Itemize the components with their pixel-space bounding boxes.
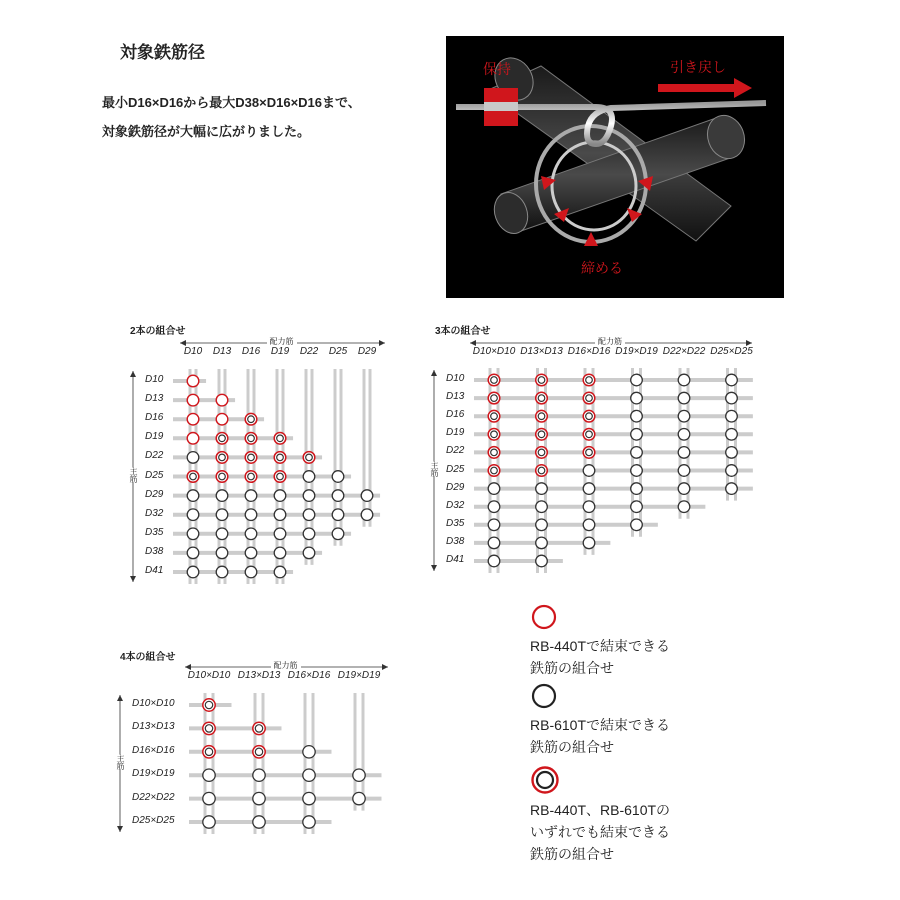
row-label: D10×D10 <box>132 698 175 709</box>
row-label: D10 <box>145 374 164 385</box>
column-axis-label: 配力筋 <box>267 336 297 347</box>
row-label: D16×D16 <box>132 744 175 756</box>
combination-mark <box>203 722 215 734</box>
column-label: D13×D13 <box>520 346 563 357</box>
row-label: D32 <box>446 499 465 511</box>
legend-red-text: RB-440Tで結束できる 鉄筋の組合せ <box>530 638 671 676</box>
combination-mark <box>303 792 315 804</box>
column-label: D10×D10 <box>472 346 516 357</box>
row-label: D35 <box>446 517 465 529</box>
row-label: D29 <box>446 481 465 493</box>
row-label: D25 <box>145 469 164 481</box>
row-label: D22×D22 <box>132 791 175 803</box>
row-label: D22 <box>145 450 164 462</box>
arrow-up-icon <box>117 695 123 701</box>
column-label: D16 <box>241 346 261 357</box>
combination-mark <box>253 746 265 758</box>
combination-mark <box>353 792 365 804</box>
row-label: D13 <box>446 391 465 403</box>
row-label: D25 <box>446 463 465 475</box>
chart-title: 4本の組合せ <box>120 652 176 663</box>
arrow-down-icon <box>117 826 123 832</box>
combination-mark <box>253 792 265 804</box>
combination-mark <box>203 792 215 804</box>
legend-red-circle-icon <box>530 603 558 631</box>
legend-both-text: RB-440T、RB-610Tの いずれでも結束できる 鉄筋の組合せ <box>530 802 671 862</box>
combination-mark <box>203 699 215 711</box>
row-label: D32 <box>145 507 164 519</box>
column-label: D29 <box>357 346 377 357</box>
row-axis-label: 主筋 <box>129 466 138 483</box>
column-label: D25×D25 <box>710 346 753 357</box>
chart-title: 2本の組合せ <box>130 326 186 337</box>
row-axis-label: 主筋 <box>430 460 439 477</box>
combination-mark <box>303 769 315 781</box>
row-label: D10 <box>446 373 465 384</box>
column-label: D25 <box>328 346 348 357</box>
column-label: D22 <box>299 346 319 357</box>
column-label: D10 <box>183 346 203 357</box>
row-label: D41 <box>145 565 164 576</box>
combination-mark <box>203 816 215 828</box>
column-axis-label: 配力筋 <box>271 660 301 671</box>
column-label: D19 <box>270 346 290 357</box>
combination-mark <box>353 769 365 781</box>
row-label: D19×D19 <box>132 768 175 780</box>
column-label: D13×D13 <box>237 670 281 681</box>
pull-label: 引き戻し <box>670 59 726 75</box>
tighten-label: 締める <box>581 260 623 276</box>
row-label: D38 <box>145 545 164 557</box>
column-axis-label: 配力筋 <box>595 336 625 347</box>
combination-mark <box>203 769 215 781</box>
combination-mark <box>253 722 265 734</box>
row-label: D38 <box>446 535 465 547</box>
combination-mark <box>253 769 265 781</box>
column-label: D16×D16 <box>567 346 611 357</box>
row-label: D13×D13 <box>132 721 175 733</box>
row-axis-label: 主筋 <box>116 753 125 770</box>
column-label: D16×D16 <box>287 670 331 681</box>
legend-both-circle-icon <box>530 765 560 795</box>
combination-mark <box>303 816 315 828</box>
combination-mark <box>253 816 265 828</box>
column-label: D22×D22 <box>662 346 706 357</box>
description-line-1: 最小D16×D16から最大D38×D16×D16まで、 <box>102 95 361 110</box>
column-label: D13 <box>212 346 232 357</box>
row-label: D13 <box>145 393 164 405</box>
combination-mark <box>203 746 215 758</box>
row-label: D19 <box>446 427 465 439</box>
legend-black-text: RB-610Tで結束できる 鉄筋の組合せ <box>530 717 671 755</box>
row-label: D19 <box>145 431 164 443</box>
row-label: D35 <box>145 526 164 538</box>
legend-black-circle-icon <box>530 682 558 710</box>
column-label: D19×D19 <box>615 346 658 357</box>
row-label: D22 <box>446 445 465 457</box>
row-label: D25×D25 <box>132 815 175 826</box>
row-label: D29 <box>145 488 164 500</box>
row-label: D16 <box>446 409 465 421</box>
column-label: D19×D19 <box>337 670 381 681</box>
chart-title: 3本の組合せ <box>435 326 491 337</box>
section-title: 対象鉄筋径 <box>120 43 205 62</box>
column-label: D10×D10 <box>187 670 231 681</box>
hold-label: 保持 <box>483 61 511 77</box>
description-line-2: 対象鉄筋径が大幅に広がりました。 <box>102 124 311 139</box>
row-label: D41 <box>446 554 465 565</box>
combination-mark <box>303 746 315 758</box>
row-label: D16 <box>145 412 164 424</box>
